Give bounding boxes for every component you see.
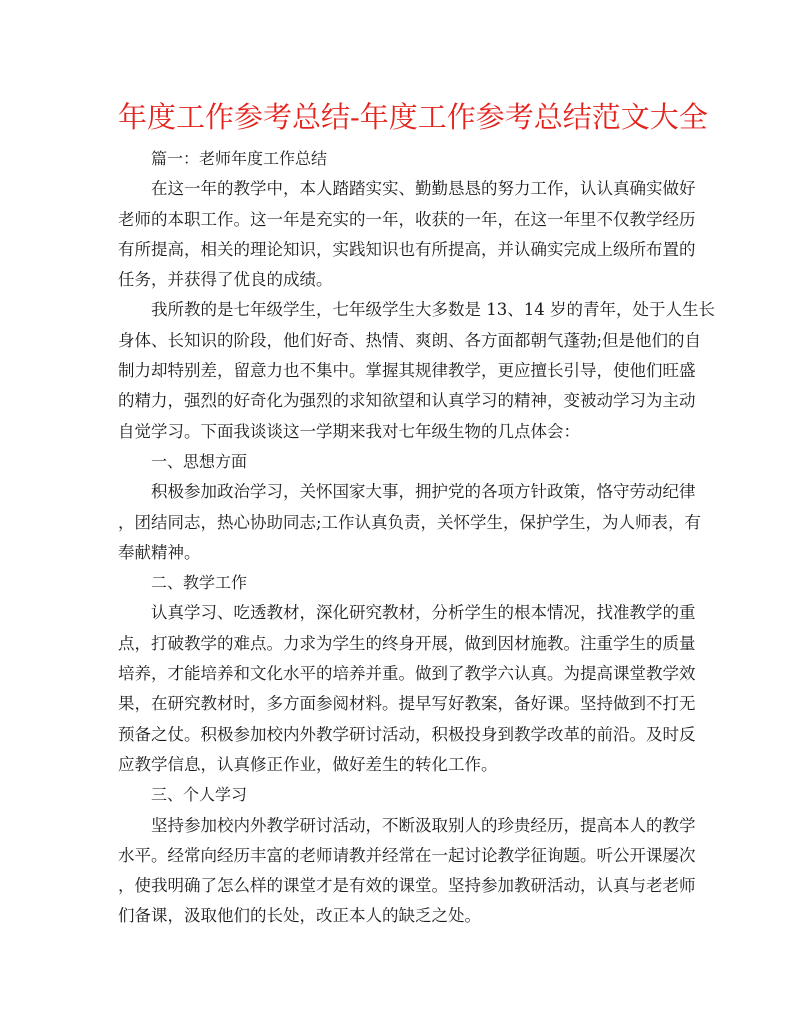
paragraph-line: 奉献精神。 [118,542,201,562]
paragraph-line: 坚持参加校内外教学研讨活动，不断汲取别人的珍贵经历，提高本人的教学 [151,815,696,835]
paragraph-1 [118,174,696,295]
paragraph-4 [118,598,696,780]
paragraph-5 [118,811,696,932]
heading-teaching: 二、教学工作 [151,573,248,593]
paragraph-line: 制力却特别差，留意力也不集中。掌握其规律教学，更应擅长引导，使他们旺盛 [118,361,696,381]
paragraph-line: 老师的本职工作。这一年是充实的一年，收获的一年，在这一年里不仅教学经历 [118,209,696,229]
heading-personal-study: 三、个人学习 [151,785,248,805]
paragraph-line: 培养，才能培养和文化水平的培养并重。做到了教学六认真。为提高课堂教学效 [118,664,696,684]
section-heading: 篇一：老师年度工作总结 [151,149,328,168]
paragraph-3 [118,477,702,568]
paragraph-line: 我所教的是七年级学生，七年级学生大多数是 13、14 岁的青年，处于人生长 [151,300,715,320]
paragraph-line: 身体、长知识的阶段，他们好奇、热情、爽朗、各方面都朝气蓬勃;但是他们的自 [118,330,702,350]
paragraph-2 [118,295,715,446]
paragraph-line: 预备之仗。积极参加校内外教学研讨活动，积极投身到教学改革的前沿。及时反 [118,724,696,744]
paragraph-line: 自觉学习。下面我谈谈这一学期来我对七年级生物的几点体会： [118,421,580,441]
paragraph-line: 点，打破教学的难点。力求为学生的终身开展，做到因材施教。注重学生的质量 [118,633,696,653]
paragraph-line: 的精力，强烈的好奇化为强烈的求知欲望和认真学习的精神，变被动学习为主动 [118,391,696,411]
document-title: 年度工作参考总结-年度工作参考总结范文大全 [118,100,708,134]
paragraph-line: 任务，并获得了优良的成绩。 [118,270,333,290]
document-page [118,96,715,932]
paragraph-line: 应教学信息，认真修正作业，做好差生的转化工作。 [118,754,498,774]
paragraph-line: 在这一年的教学中，本人踏踏实实、勤勤恳恳的努力工作，认认真确实做好 [151,179,696,199]
paragraph-line: 们备课，汲取他们的长处，改正本人的缺乏之处。 [118,906,481,926]
paragraph-line: ，使我明确了怎么样的课堂才是有效的课堂。坚持参加教研活动，认真与老老师 [118,876,696,896]
paragraph-line: 积极参加政治学习，关怀国家大事，拥护党的各项方针政策，恪守劳动纪律 [151,482,696,502]
paragraph-line: ，团结同志，热心协助同志;工作认真负责，关怀学生，保护学生，为人师表，有 [118,512,702,532]
paragraph-line: 有所提高，相关的理论知识，实践知识也有所提高，并认确实完成上级所布置的 [118,239,696,259]
paragraph-line: 认真学习、吃透教材，深化研究教材，分析学生的根本情况，找准教学的重 [151,603,696,623]
paragraph-line: 果，在研究教材时，多方面参阅材料。提早写好教案，备好课。坚持做到不打无 [118,694,696,714]
heading-ideology: 一、思想方面 [151,451,248,471]
paragraph-line: 水平。经常向经历丰富的老师请教并经常在一起讨论教学征询题。听公开课屡次 [118,845,696,865]
